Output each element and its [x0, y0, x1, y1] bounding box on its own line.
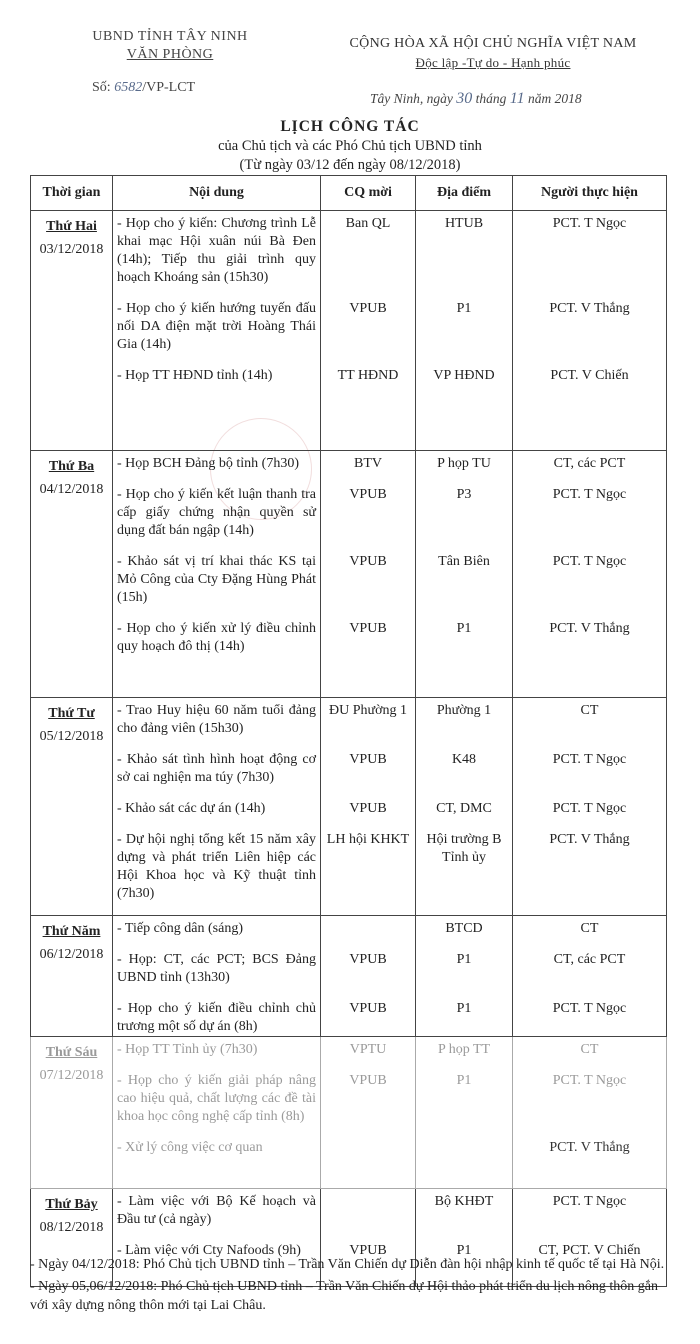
event-location: Bộ KHĐT: [434, 1194, 494, 1209]
day-row: [31, 698, 667, 916]
item-spacer: [113, 738, 320, 751]
footnotes: [30, 1255, 666, 1318]
event-content-cell: [113, 698, 321, 916]
item-spacer: [113, 787, 320, 800]
event-content: - Họp: CT, các PCT; BCS Đảng UBND tỉnh (13h30): [117, 952, 316, 985]
item-spacer: [113, 607, 320, 620]
event-content: - Họp cho ý kiến hướng tuyến đấu nối DA điện mặt trời Hoàng Thái Gia (14h): [117, 301, 316, 352]
inviting-agency: [321, 1139, 415, 1157]
item-spacer: [513, 1059, 666, 1072]
inviting-agency: VPTU: [349, 1042, 387, 1057]
day-name: Thứ Ba: [48, 459, 95, 474]
item-spacer: [416, 938, 512, 951]
item-spacer: [321, 787, 415, 800]
item-spacer: [416, 1126, 512, 1139]
day-date: 06/12/2018: [39, 947, 104, 962]
item-spacer: [416, 540, 512, 553]
item-spacer: [321, 1059, 415, 1072]
event-content: - Khảo sát vị trí khai thác KS tại Mỏ Công của Cty Đặng Hùng Phát (15h): [117, 554, 316, 605]
inviting-agency: VPUB: [349, 1243, 387, 1258]
inviting-agency: VPUB: [349, 752, 387, 767]
assigned-person: PCT. T Ngọc: [552, 1194, 627, 1209]
event-content: - Trao Huy hiệu 60 năm tuổi đảng cho đảng viên (15h30): [117, 703, 316, 736]
item-spacer: [113, 287, 320, 300]
inviting-agency: VPUB: [349, 1073, 387, 1088]
day-row: [31, 211, 667, 451]
day-name: Thứ Bảy: [45, 1197, 98, 1212]
day-row: [31, 1037, 667, 1189]
item-spacer: [113, 987, 320, 1000]
item-spacer: [416, 1229, 512, 1242]
event-content: - Họp cho ý kiến kết luận thanh tra cấp giấy chứng nhận quyền sử dụng đất bán ngập (14h): [117, 487, 316, 538]
event-content-cell: [113, 451, 321, 698]
event-location: P họp TU: [437, 456, 491, 471]
header-time: Thời gian: [31, 176, 113, 211]
day-date: 08/12/2018: [39, 1220, 104, 1235]
item-spacer: [513, 1229, 666, 1242]
event-location: P1: [456, 1001, 472, 1016]
assigned-person: CT: [580, 921, 599, 936]
inviting-agency: VPUB: [349, 621, 387, 636]
item-spacer: [513, 540, 666, 553]
item-spacer: [113, 473, 320, 486]
event-content: - Họp TT Tỉnh ủy (7h30): [117, 1042, 258, 1057]
item-spacer: [416, 818, 512, 831]
event-content: - Khảo sát tình hình hoạt động cơ sở cai nghiện ma túy (7h30): [117, 752, 316, 785]
document-number-handwritten: 6582: [114, 80, 143, 95]
assigned-person-cell: [513, 211, 667, 451]
inviting-agency-cell: [321, 698, 416, 916]
event-content-cell: [113, 1037, 321, 1189]
item-spacer: [513, 987, 666, 1000]
item-spacer: [416, 473, 512, 486]
header-person: Người thực hiện: [513, 176, 667, 211]
date-day-handwritten: 30: [456, 90, 473, 107]
item-spacer: [321, 354, 415, 367]
event-location: P1: [456, 952, 472, 967]
assigned-person: CT, các PCT: [553, 456, 626, 471]
item-spacer: [321, 287, 415, 300]
item-spacer: [513, 738, 666, 751]
item-spacer: [321, 607, 415, 620]
inviting-agency-cell: [321, 211, 416, 451]
agency-name: VĂN PHÒNG: [126, 47, 214, 62]
item-spacer: [513, 607, 666, 620]
assigned-person: PCT. V Thắng: [549, 1140, 630, 1155]
inviting-agency: VPUB: [349, 301, 387, 316]
header-org: CQ mời: [321, 176, 416, 211]
national-header: [318, 36, 668, 71]
item-spacer: [113, 354, 320, 367]
event-content: - Họp cho ý kiến: Chương trình Lễ khai mạc Hội xuân núi Bà Đen (14h); Tiếp thu giải trình quy hoạch Khoáng sản (15h30): [117, 216, 316, 285]
event-location-cell: [416, 916, 513, 1037]
inviting-agency: VPUB: [349, 1001, 387, 1016]
event-location: CT, DMC: [436, 801, 492, 816]
inviting-agency-cell: [321, 1037, 416, 1189]
event-location: [416, 1139, 512, 1157]
day-cell: [31, 698, 113, 916]
event-location-cell: [416, 1037, 513, 1189]
event-location: P họp TT: [437, 1042, 491, 1057]
date-month-handwritten: 11: [509, 90, 525, 107]
item-spacer: [321, 938, 415, 951]
inviting-agency-cell: [321, 916, 416, 1037]
footnote: - Ngày 05,06/12/2018: Phó Chủ tịch UBND tỉnh – Trần Văn Chiến dự Hội thảo phát triển du lịch nông thôn gắn với xây dựng nông thôn mới tại Lai Châu.: [30, 1279, 658, 1313]
event-location: Tân Biên: [438, 554, 490, 569]
assigned-person: CT: [580, 703, 599, 718]
date-range: (Từ ngày 03/12 đến ngày 08/12/2018): [239, 157, 461, 173]
assigned-person-cell: [513, 1037, 667, 1189]
table-header-row: [31, 176, 667, 211]
event-content: - Họp cho ý kiến giải pháp nâng cao hiệu quả, chất lượng các đề tài khoa học công nghệ cấp tỉnh (8h): [117, 1073, 316, 1124]
day-cell: [31, 211, 113, 451]
header-place: Địa điểm: [416, 176, 513, 211]
event-location: BTCD: [445, 921, 483, 936]
assigned-person: PCT. T Ngọc: [552, 1073, 627, 1088]
day-name: Thứ Năm: [42, 924, 101, 939]
item-spacer: [321, 738, 415, 751]
item-spacer: [113, 1059, 320, 1072]
item-spacer: [513, 473, 666, 486]
day-cell: [31, 451, 113, 698]
item-spacer: [416, 354, 512, 367]
national-motto: Độc lập -Tự do - Hạnh phúc: [415, 55, 571, 70]
document-subtitle: của Chủ tịch và các Phó Chủ tịch UBND tỉnh: [218, 138, 482, 154]
item-spacer: [113, 1126, 320, 1139]
item-spacer: [513, 354, 666, 367]
event-location-cell: [416, 451, 513, 698]
assigned-person: PCT. V Thắng: [549, 301, 630, 316]
event-content: - Họp cho ý kiến điều chỉnh chủ trương một số dự án (8h): [117, 1001, 316, 1034]
assigned-person: PCT. V Thắng: [549, 621, 630, 636]
date-month-label: tháng: [475, 91, 507, 106]
assigned-person-cell: [513, 698, 667, 916]
event-content: - Xử lý công việc cơ quan: [117, 1140, 263, 1155]
item-spacer: [113, 540, 320, 553]
day-row: [31, 451, 667, 698]
item-spacer: [513, 787, 666, 800]
date-year: năm 2018: [527, 91, 582, 106]
inviting-agency: BTV: [354, 456, 382, 471]
item-spacer: [321, 1126, 415, 1139]
day-date: 05/12/2018: [39, 729, 104, 744]
event-location: P3: [456, 487, 472, 502]
document-number-label: Số:: [92, 80, 111, 95]
day-name: Thứ Hai: [46, 219, 97, 234]
day-name: Thứ Tư: [48, 706, 95, 721]
item-spacer: [513, 818, 666, 831]
document-number: [92, 80, 195, 96]
item-spacer: [321, 1229, 415, 1242]
event-location: Hội trường B Tỉnh ủy: [426, 832, 502, 865]
inviting-agency: VPUB: [349, 554, 387, 569]
inviting-agency: [321, 920, 415, 938]
event-content: - Dự hội nghị tổng kết 15 năm xây dựng và phát triển Liên hiệp các Hội Khoa học và Kỹ thuật tỉnh (7h30): [117, 832, 316, 901]
assigned-person: PCT. V Chiến: [550, 368, 629, 383]
event-location-cell: [416, 698, 513, 916]
assigned-person-cell: [513, 916, 667, 1037]
assigned-person-cell: [513, 451, 667, 698]
item-spacer: [321, 473, 415, 486]
inviting-agency: VPUB: [349, 487, 387, 502]
inviting-agency: VPUB: [349, 952, 387, 967]
day-date: 03/12/2018: [39, 242, 104, 257]
item-spacer: [416, 287, 512, 300]
event-content: - Họp cho ý kiến xử lý điều chỉnh quy hoạch đô thị (14h): [117, 621, 316, 654]
item-spacer: [513, 938, 666, 951]
assigned-person: PCT. T Ngọc: [552, 487, 627, 502]
day-cell: [31, 1037, 113, 1189]
issuing-agency: [40, 28, 300, 64]
event-content-cell: [113, 916, 321, 1037]
event-content: - Làm việc với Cty Nafoods (9h): [117, 1243, 301, 1258]
assigned-person: CT, các PCT: [553, 952, 626, 967]
item-spacer: [113, 818, 320, 831]
event-location: P1: [456, 1243, 472, 1258]
event-content: - Khảo sát các dự án (14h): [117, 801, 266, 816]
item-spacer: [321, 987, 415, 1000]
item-spacer: [416, 987, 512, 1000]
schedule-table: [30, 175, 667, 1287]
inviting-agency: TT HĐND: [337, 368, 399, 383]
event-content-cell: [113, 211, 321, 451]
event-content: - Làm việc với Bộ Kế hoạch và Đầu tư (cả ngày): [117, 1194, 316, 1227]
event-location: Phường 1: [436, 703, 492, 718]
item-spacer: [113, 1229, 320, 1242]
document-title: LỊCH CÔNG TÁC: [280, 118, 420, 135]
item-spacer: [416, 607, 512, 620]
day-row: [31, 916, 667, 1037]
footnote: - Ngày 04/12/2018: Phó Chủ tịch UBND tỉnh – Trần Văn Chiến dự Diễn đàn hội nhập kinh tế quốc tế tại Hà Nội.: [30, 1257, 665, 1272]
assigned-person: PCT. V Thắng: [549, 832, 630, 847]
inviting-agency: Ban QL: [345, 216, 391, 231]
day-date: 07/12/2018: [39, 1068, 104, 1083]
item-spacer: [321, 818, 415, 831]
assigned-person: PCT. T Ngọc: [552, 1001, 627, 1016]
event-location: VP HĐND: [433, 368, 495, 383]
event-location: P1: [456, 621, 472, 636]
event-content: - Tiếp công dân (sáng): [117, 921, 243, 936]
assigned-person: PCT. T Ngọc: [552, 216, 627, 231]
inviting-agency-cell: [321, 451, 416, 698]
issue-date: [370, 90, 582, 108]
item-spacer: [416, 1059, 512, 1072]
country-name: CỘNG HÒA XÃ HỘI CHỦ NGHĨA VIỆT NAM: [349, 36, 637, 51]
assigned-person: PCT. T Ngọc: [552, 801, 627, 816]
date-prefix: Tây Ninh, ngày: [370, 91, 453, 106]
agency-parent: UBND TỈNH TÂY NINH: [92, 29, 248, 44]
event-content: - Họp TT HĐND tỉnh (14h): [117, 368, 273, 383]
assigned-person: PCT. T Ngọc: [552, 752, 627, 767]
event-content: - Họp BCH Đảng bộ tỉnh (7h30): [117, 456, 299, 471]
item-spacer: [321, 540, 415, 553]
day-name: Thứ Sáu: [45, 1045, 98, 1060]
event-location: P1: [456, 301, 472, 316]
header-content: Nội dung: [113, 176, 321, 211]
inviting-agency: LH hội KHKT: [326, 832, 410, 847]
assigned-person: CT, PCT. V Chiến: [538, 1243, 641, 1258]
inviting-agency: [321, 1193, 415, 1229]
document-number-suffix: /VP-LCT: [142, 80, 196, 95]
event-location-cell: [416, 211, 513, 451]
item-spacer: [513, 1126, 666, 1139]
day-date: 04/12/2018: [39, 482, 104, 497]
assigned-person: PCT. T Ngọc: [552, 554, 627, 569]
event-location: K48: [451, 752, 477, 767]
item-spacer: [513, 287, 666, 300]
event-location: HTUB: [444, 216, 484, 231]
event-location: P1: [456, 1073, 472, 1088]
item-spacer: [416, 787, 512, 800]
day-cell: [31, 916, 113, 1037]
inviting-agency: VPUB: [349, 801, 387, 816]
item-spacer: [113, 938, 320, 951]
item-spacer: [416, 738, 512, 751]
assigned-person: CT: [580, 1042, 599, 1057]
inviting-agency: ĐU Phường 1: [329, 703, 407, 718]
